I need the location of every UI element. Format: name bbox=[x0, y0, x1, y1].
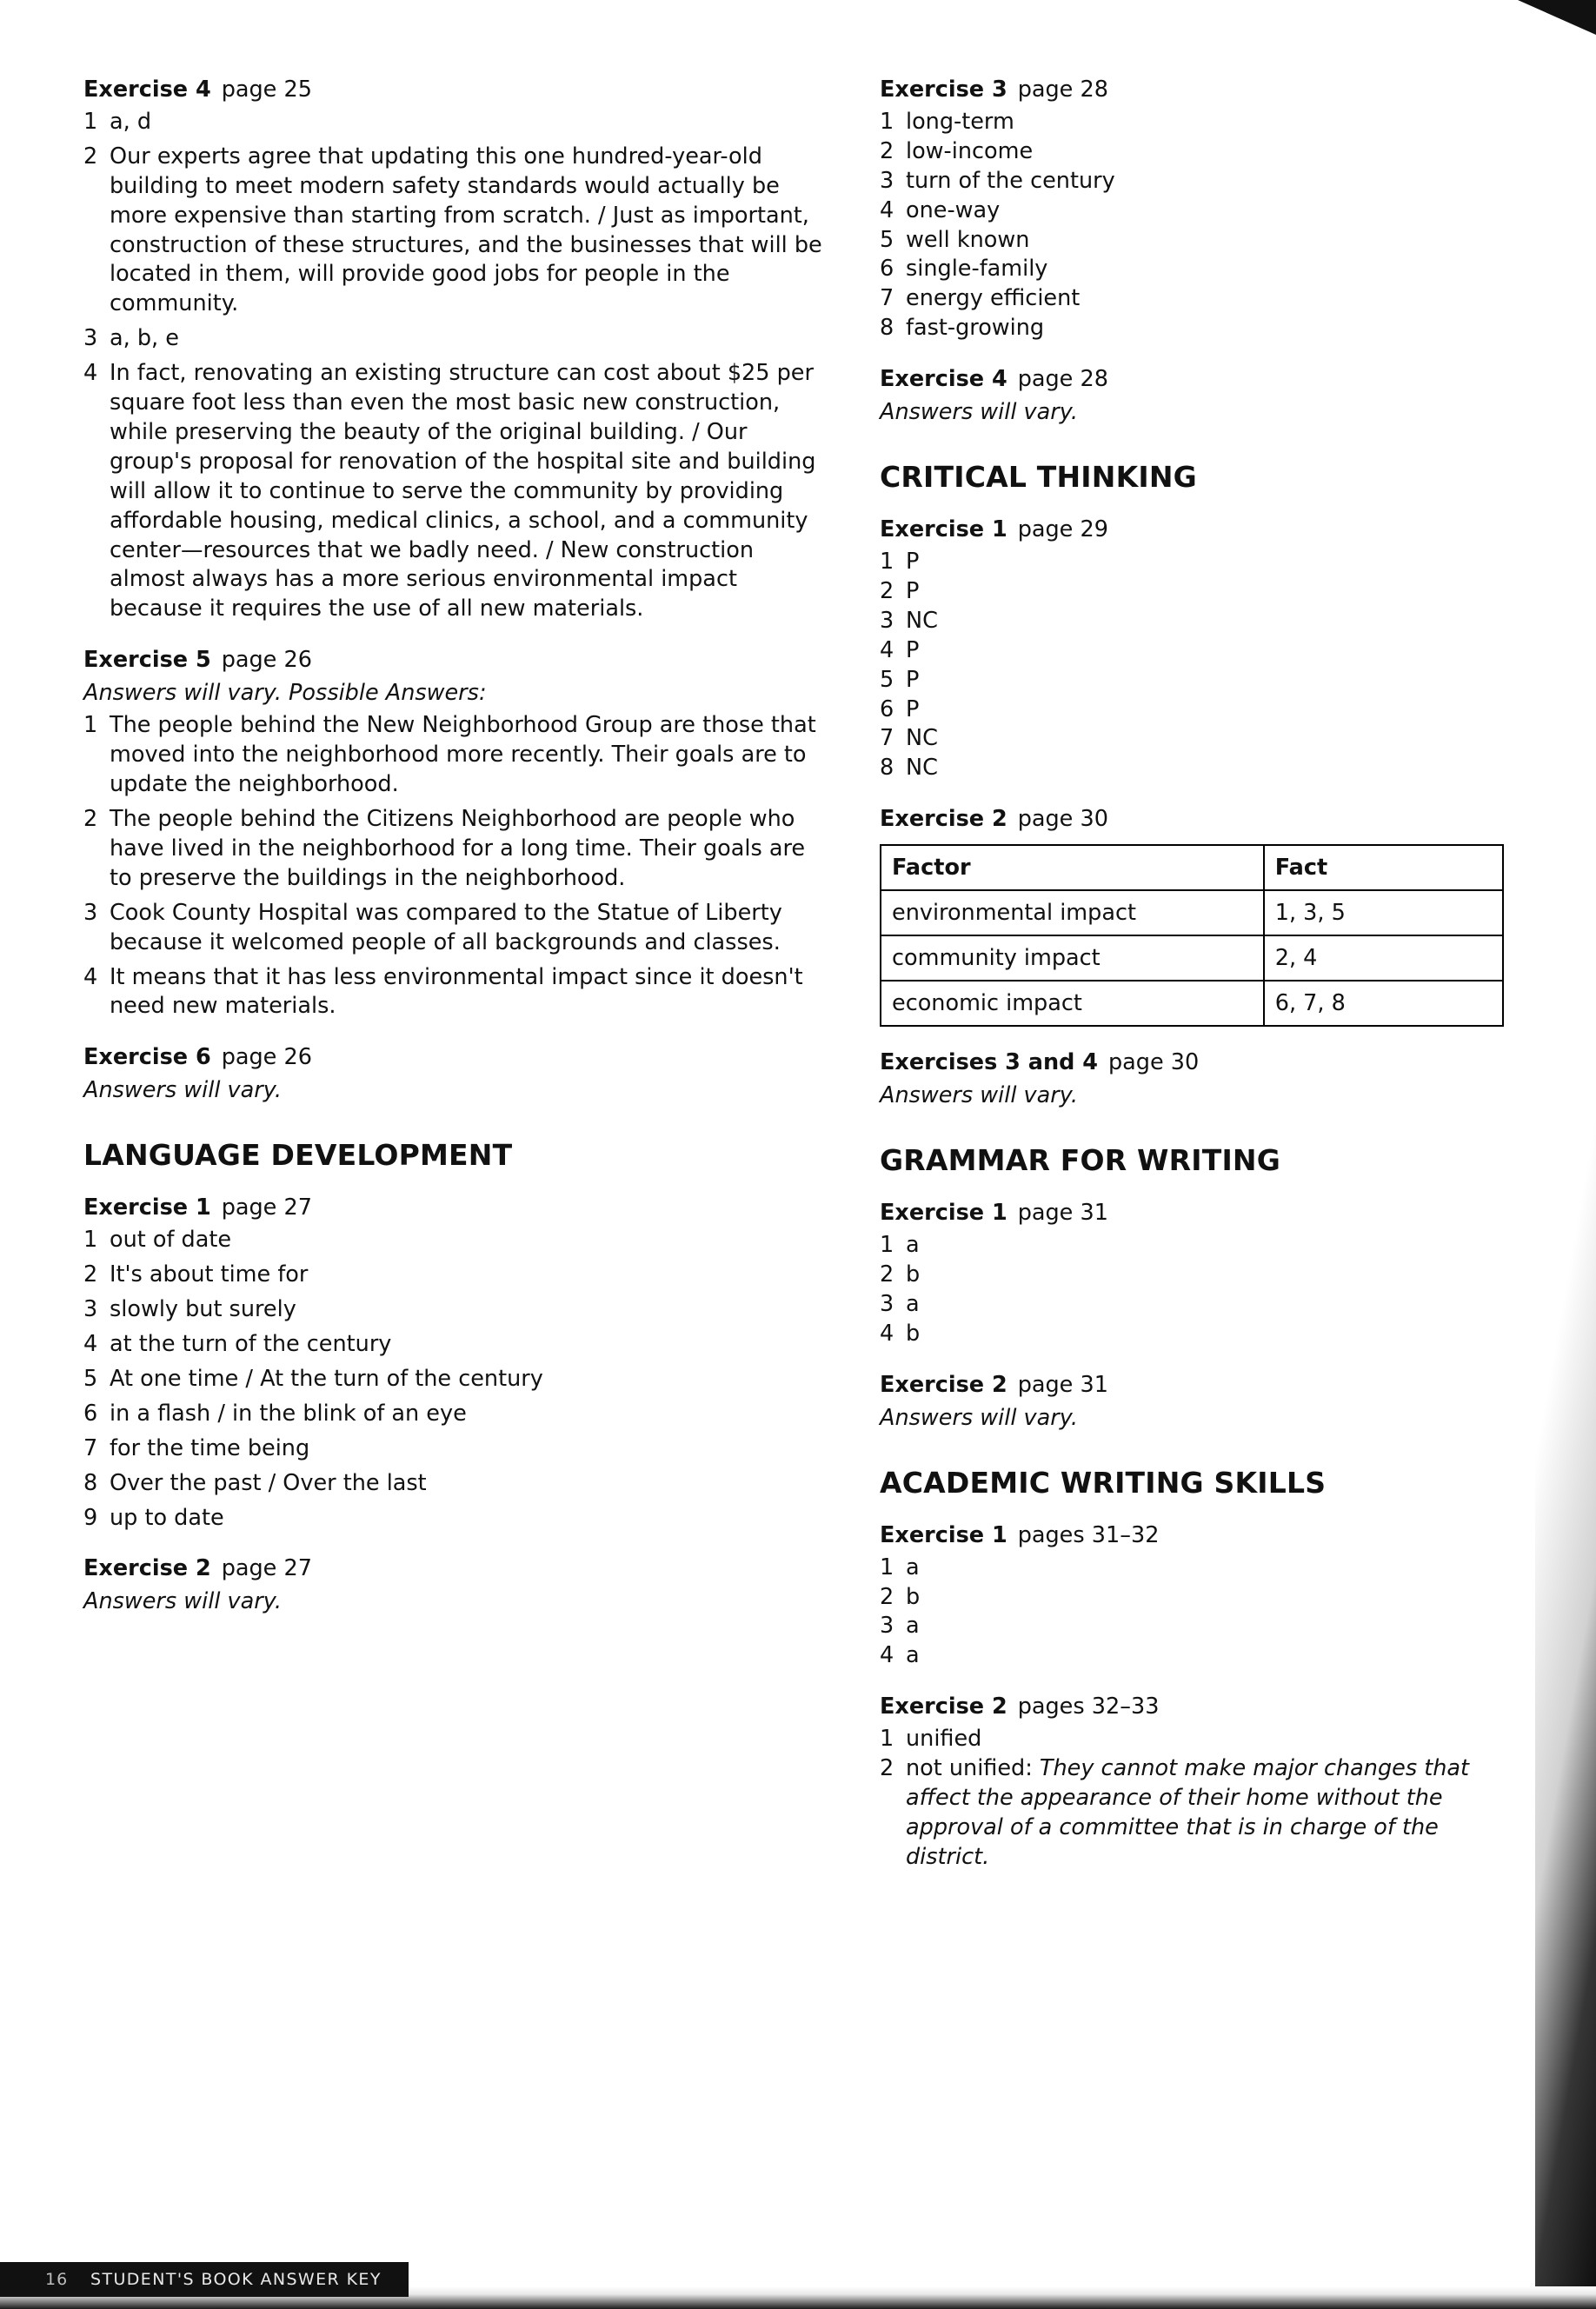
exercise-heading bbox=[880, 806, 1523, 834]
exercise-page-ref: page 30 bbox=[1017, 806, 1108, 833]
answer-item-number: 3 bbox=[880, 607, 894, 634]
answer-item bbox=[880, 255, 1523, 284]
answers-vary-note: Answers will vary. bbox=[83, 1077, 282, 1104]
answer-item-number: 4 bbox=[880, 1642, 894, 1669]
answer-item-text: out of date bbox=[110, 1227, 232, 1254]
table-cell: 1, 3, 5 bbox=[1264, 890, 1503, 935]
answer-item bbox=[880, 724, 1523, 754]
answer-item bbox=[83, 108, 831, 137]
answer-item bbox=[880, 607, 1523, 636]
exercise-heading bbox=[880, 1200, 1523, 1228]
answer-item-number: 8 bbox=[83, 1469, 98, 1496]
answer-item-text: It's about time for bbox=[110, 1261, 309, 1288]
answer-item-text: P bbox=[906, 577, 920, 604]
right-column bbox=[880, 77, 1523, 1873]
answer-item-text: P bbox=[906, 549, 920, 576]
answer-item bbox=[880, 1725, 1523, 1754]
answer-item-text: not unified: They cannot make major changes that affect the appearance of their home without the approval of a committee that is in charge of the district. bbox=[906, 1755, 1470, 1870]
exercise-title: Exercise 2 bbox=[880, 1693, 1007, 1720]
answer-item-text: a bbox=[906, 1613, 920, 1640]
two-column-layout bbox=[83, 77, 1526, 1873]
exercise-page-ref: page 26 bbox=[221, 1044, 312, 1071]
answer-item-number: 7 bbox=[83, 1434, 98, 1461]
exercise-title: Exercise 1 bbox=[880, 1521, 1007, 1548]
answer-item-number: 8 bbox=[880, 755, 894, 782]
answer-item bbox=[83, 143, 831, 319]
answer-list bbox=[83, 108, 831, 624]
exercise-heading bbox=[83, 647, 831, 675]
answer-item-text: slowly but surely bbox=[110, 1296, 296, 1323]
answer-item-text: energy efficient bbox=[906, 285, 1081, 312]
exercise-title: Exercise 3 bbox=[880, 77, 1007, 103]
answer-item bbox=[83, 1295, 831, 1325]
exercise-title: Exercise 1 bbox=[880, 516, 1007, 543]
answer-item-number: 3 bbox=[880, 167, 894, 194]
answer-item-text: a bbox=[906, 1642, 920, 1669]
answer-item bbox=[880, 108, 1523, 137]
exercise-page-ref: page 29 bbox=[1017, 516, 1108, 543]
table-cell: 6, 7, 8 bbox=[1264, 981, 1503, 1026]
answer-item-text: for the time being bbox=[110, 1434, 310, 1461]
table-column-header: Fact bbox=[1264, 845, 1503, 890]
exercise-page-ref: page 28 bbox=[1017, 77, 1108, 103]
answer-item-number: 4 bbox=[880, 636, 894, 663]
exercise-title: Exercise 4 bbox=[880, 366, 1007, 393]
answer-item bbox=[83, 359, 831, 624]
table-column-header: Factor bbox=[881, 845, 1264, 890]
exercise-title: Exercise 1 bbox=[880, 1200, 1007, 1227]
exercise-heading bbox=[880, 366, 1523, 394]
exercise-heading bbox=[880, 1372, 1523, 1400]
answer-item-number: 1 bbox=[83, 1227, 98, 1254]
answer-item-number: 3 bbox=[880, 1290, 894, 1317]
exercise-page-ref: page 25 bbox=[221, 77, 312, 103]
answer-item-text: The people behind the New Neighborhood Group are those that moved into the neighborhood more recently. Their goals are to update the neighborhood. bbox=[110, 712, 816, 798]
answer-item bbox=[83, 1400, 831, 1429]
exercise-title: Exercise 2 bbox=[880, 1371, 1007, 1398]
answer-item-number: 2 bbox=[880, 577, 894, 604]
answer-item bbox=[880, 1320, 1523, 1349]
answer-item-number: 9 bbox=[83, 1504, 98, 1531]
answer-item-text: P bbox=[906, 695, 920, 722]
answer-item-text: Our experts agree that updating this one hundred-year-old building to meet modern safety standards would actually be more expensive than starting from scratch. / Just as important, construction of these structures, and the businesses that will be located in them, will provide good jobs for people in the community. bbox=[110, 143, 822, 317]
answer-item bbox=[880, 1583, 1523, 1613]
answer-item bbox=[83, 1434, 831, 1464]
answer-item-number: 3 bbox=[83, 325, 98, 352]
answer-item-number: 6 bbox=[880, 695, 894, 722]
answer-item-number: 4 bbox=[880, 196, 894, 223]
answer-item-number: 5 bbox=[880, 226, 894, 253]
answer-item-text: low-income bbox=[906, 137, 1034, 164]
answer-list bbox=[880, 548, 1523, 783]
answer-item-number: 2 bbox=[83, 143, 98, 170]
answer-item-text: up to date bbox=[110, 1504, 224, 1531]
answer-item-text: Over the past / Over the last bbox=[110, 1469, 427, 1496]
answer-item-number: 7 bbox=[880, 725, 894, 752]
section-heading: ACADEMIC WRITING SKILLS bbox=[880, 1465, 1327, 1500]
factor-fact-table bbox=[880, 844, 1504, 1027]
answer-item-text: At one time / At the turn of the century bbox=[110, 1365, 543, 1392]
answer-item-text: one-way bbox=[906, 196, 1001, 223]
answer-item-text: a bbox=[906, 1554, 920, 1580]
answer-item bbox=[880, 1641, 1523, 1671]
answer-item-number: 4 bbox=[880, 1320, 894, 1347]
answer-item bbox=[880, 284, 1523, 314]
answer-list bbox=[880, 1231, 1523, 1349]
exercise-heading bbox=[83, 1194, 831, 1222]
answer-item-number: 2 bbox=[83, 1261, 98, 1288]
table-row bbox=[881, 981, 1503, 1026]
answer-item-text: In fact, renovating an existing structure can cost about $25 per square foot less than even the most basic new construction, while preserving the beauty of the original building. / Our group's proposal for renovation of the hospital site and building will allow it to continue to serve the community by providing affordable housing, medical clinics, a school, and a community center—resources that we badly need. / New construction almost always has a more serious environmental impact because it requires the use of all new materials. bbox=[110, 360, 816, 622]
answer-item-text: in a flash / in the blink of an eye bbox=[110, 1400, 467, 1427]
answer-item-number: 6 bbox=[83, 1400, 98, 1427]
answer-item-number: 2 bbox=[880, 1755, 894, 1781]
footer-page-number: 16 bbox=[45, 2270, 69, 2289]
answer-item bbox=[880, 695, 1523, 725]
answer-item-number: 1 bbox=[880, 1554, 894, 1580]
answer-item-text: long-term bbox=[906, 108, 1014, 135]
table-cell: community impact bbox=[881, 935, 1264, 981]
answer-item-number: 3 bbox=[880, 1613, 894, 1640]
answer-item-number: 3 bbox=[83, 1296, 98, 1323]
answer-item bbox=[880, 196, 1523, 226]
answer-item bbox=[83, 1330, 831, 1360]
answer-item bbox=[83, 1504, 831, 1534]
answer-list bbox=[83, 1226, 831, 1533]
answer-item-number: 4 bbox=[83, 360, 98, 387]
answers-vary-note: Answers will vary. bbox=[880, 1404, 1078, 1431]
answer-item-number: 1 bbox=[880, 108, 894, 135]
exercise-page-ref: pages 31–32 bbox=[1017, 1521, 1160, 1548]
answer-item-text: b bbox=[906, 1261, 921, 1288]
answer-item-text: a bbox=[906, 1232, 920, 1259]
answers-vary-note: Answers will vary. bbox=[880, 399, 1078, 425]
answer-item-text: a, d bbox=[110, 108, 152, 135]
answer-item-number: 7 bbox=[880, 285, 894, 312]
answer-item bbox=[83, 1226, 831, 1255]
exercise-title: Exercise 1 bbox=[83, 1194, 211, 1221]
answer-item-text: well known bbox=[906, 226, 1030, 253]
answer-item bbox=[880, 167, 1523, 196]
answer-item-text: turn of the century bbox=[906, 167, 1115, 194]
answer-item-text: P bbox=[906, 636, 920, 663]
answer-item-number: 2 bbox=[880, 1261, 894, 1288]
answer-item-number: 1 bbox=[83, 712, 98, 739]
answer-item bbox=[880, 314, 1523, 343]
answer-item bbox=[880, 1231, 1523, 1261]
exercise-heading bbox=[880, 77, 1523, 104]
page-footer bbox=[0, 2262, 1596, 2297]
answer-item-text: single-family bbox=[906, 256, 1048, 283]
exercise-page-ref: pages 32–33 bbox=[1017, 1693, 1160, 1720]
answer-item-number: 3 bbox=[83, 899, 98, 926]
answer-item-text: b bbox=[906, 1320, 921, 1347]
answer-item-number: 6 bbox=[880, 256, 894, 283]
exercise-title: Exercise 4 bbox=[83, 77, 211, 103]
answer-item bbox=[880, 1754, 1523, 1873]
table-cell: economic impact bbox=[881, 981, 1264, 1026]
answer-item-number: 2 bbox=[880, 1583, 894, 1610]
exercise-heading bbox=[83, 77, 831, 104]
answer-item-number: 1 bbox=[83, 108, 98, 135]
exercise-page-ref: page 28 bbox=[1017, 366, 1108, 393]
answer-item-text: It means that it has less environmental impact since it doesn't need new materials. bbox=[110, 963, 803, 1020]
table-cell: environmental impact bbox=[881, 890, 1264, 935]
answer-item bbox=[880, 666, 1523, 695]
exercise-heading bbox=[83, 1555, 831, 1583]
answer-item bbox=[83, 1469, 831, 1499]
answer-item bbox=[83, 324, 831, 354]
exercise-heading bbox=[83, 1044, 831, 1072]
table-cell: 2, 4 bbox=[1264, 935, 1503, 981]
exercise-page-ref: page 31 bbox=[1017, 1371, 1108, 1398]
exercise-heading bbox=[880, 1693, 1523, 1721]
exercise-title: Exercise 2 bbox=[83, 1555, 211, 1582]
section-heading: GRAMMAR FOR WRITING bbox=[880, 1143, 1281, 1178]
exercise-title: Exercise 5 bbox=[83, 647, 211, 674]
answer-item bbox=[880, 1612, 1523, 1641]
answer-list bbox=[880, 108, 1523, 343]
answer-item-number: 5 bbox=[880, 666, 894, 693]
exercise-page-ref: page 26 bbox=[221, 647, 312, 674]
answer-item-number: 2 bbox=[83, 806, 98, 833]
section-heading: CRITICAL THINKING bbox=[880, 460, 1197, 495]
answer-list bbox=[880, 1554, 1523, 1672]
answer-item-text: unified bbox=[906, 1726, 982, 1753]
answers-vary-note: Answers will vary. bbox=[83, 1588, 282, 1615]
answer-item-text: at the turn of the century bbox=[110, 1331, 392, 1357]
answer-item-text-italic: They cannot make major changes that affect the appearance of their home without the approval of a committee that is in charge of the district. bbox=[906, 1755, 1470, 1870]
left-column bbox=[83, 77, 831, 1873]
answer-item-text: Cook County Hospital was compared to the Statue of Liberty because it welcomed people of all backgrounds and classes. bbox=[110, 899, 782, 955]
answer-item-text: a, b, e bbox=[110, 325, 179, 352]
exercise-page-ref: page 27 bbox=[221, 1194, 312, 1221]
exercise-page-ref: page 30 bbox=[1107, 1049, 1200, 1076]
answers-vary-note: Answers will vary. bbox=[880, 1082, 1078, 1109]
exercise-heading bbox=[880, 1522, 1523, 1550]
answer-item-number: 8 bbox=[880, 315, 894, 342]
answer-list bbox=[83, 711, 831, 1021]
answer-item-number: 1 bbox=[880, 1726, 894, 1753]
answer-item-number: 1 bbox=[880, 549, 894, 576]
answer-item-text: NC bbox=[906, 755, 938, 782]
answer-item-text: fast-growing bbox=[906, 315, 1045, 342]
exercise-title: Exercises 3 and 4 bbox=[880, 1049, 1098, 1076]
answer-item-number: 2 bbox=[880, 137, 894, 164]
answer-item-text: NC bbox=[906, 607, 938, 634]
answer-item-text: NC bbox=[906, 725, 938, 752]
answer-item bbox=[83, 899, 831, 958]
table-header-row bbox=[881, 845, 1503, 890]
exercise-heading bbox=[880, 1049, 1523, 1077]
exercise-page-ref: page 31 bbox=[1017, 1200, 1108, 1227]
answer-list bbox=[880, 1725, 1523, 1873]
answer-item-text: b bbox=[906, 1583, 921, 1610]
answer-item-number: 4 bbox=[83, 1331, 98, 1357]
answer-item bbox=[880, 137, 1523, 167]
answer-item bbox=[83, 1365, 831, 1394]
answer-item bbox=[880, 754, 1523, 783]
answer-item bbox=[880, 577, 1523, 607]
answers-vary-note: Answers will vary. Possible Answers: bbox=[83, 680, 487, 707]
answer-item bbox=[880, 636, 1523, 666]
answer-item bbox=[880, 1290, 1523, 1320]
answer-item-number: 1 bbox=[880, 1232, 894, 1259]
exercise-heading bbox=[880, 516, 1523, 544]
answer-item bbox=[880, 1261, 1523, 1290]
answer-item bbox=[880, 548, 1523, 577]
table-row bbox=[881, 890, 1503, 935]
exercise-title: Exercise 6 bbox=[83, 1044, 211, 1071]
section-heading: LANGUAGE DEVELOPMENT bbox=[83, 1138, 513, 1173]
exercise-title: Exercise 2 bbox=[880, 806, 1007, 833]
answer-item-text: a bbox=[906, 1290, 920, 1317]
footer-label: STUDENT'S BOOK ANSWER KEY bbox=[90, 2270, 382, 2289]
answer-item bbox=[83, 1261, 831, 1290]
answer-item bbox=[83, 711, 831, 800]
exercise-page-ref: page 27 bbox=[221, 1555, 312, 1582]
answer-item bbox=[880, 226, 1523, 256]
answer-item-text: The people behind the Citizens Neighborhood are people who have lived in the neighborhood for a long time. Their goals are to preserve the buildings in the neighborhood. bbox=[110, 806, 806, 891]
table-row bbox=[881, 935, 1503, 981]
answer-item-number: 5 bbox=[83, 1365, 98, 1392]
answer-item bbox=[83, 963, 831, 1022]
answer-item bbox=[83, 805, 831, 894]
answer-item-text: P bbox=[906, 666, 920, 693]
scan-edge-right bbox=[1535, 0, 1596, 2309]
answer-item-number: 4 bbox=[83, 963, 98, 990]
answer-item bbox=[880, 1554, 1523, 1583]
